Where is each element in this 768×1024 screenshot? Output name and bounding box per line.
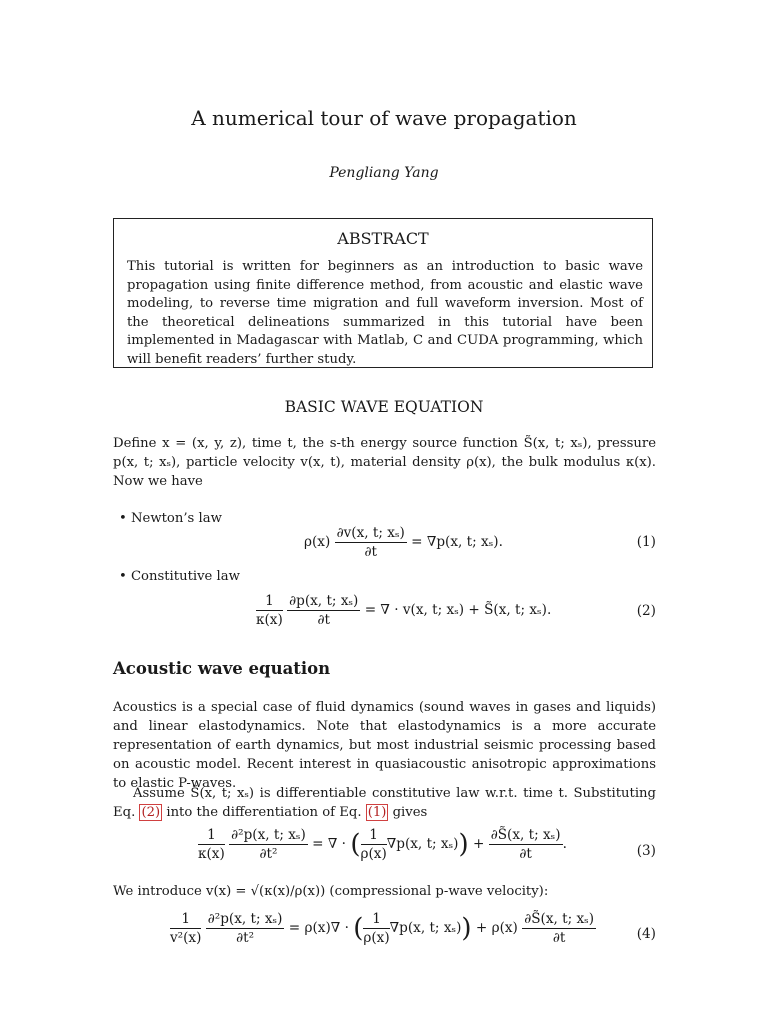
equation-1-number: (1) bbox=[636, 534, 656, 550]
eq3-inner-num: 1 bbox=[361, 826, 387, 845]
eq2-rhs: = ∇ · v(x, t; xₛ) + S̃(x, t; xₛ). bbox=[364, 602, 552, 618]
equation-2-number: (2) bbox=[636, 603, 656, 619]
equation-2 bbox=[256, 592, 551, 629]
bullet-constitutive-law: • Constitutive law bbox=[119, 569, 240, 584]
eq3-last-fraction bbox=[489, 826, 563, 863]
eq2-prefactor-num: 1 bbox=[256, 592, 283, 611]
eq3-inner-den: ρ(x) bbox=[360, 846, 387, 862]
eq1-fraction bbox=[335, 524, 407, 561]
subsection-para-3: We introduce v(x) = √(κ(x)/ρ(x)) (compressional p-wave velocity): bbox=[113, 884, 549, 899]
eq2-fraction bbox=[287, 592, 360, 629]
eq1-numerator: ∂v(x, t; xₛ) bbox=[336, 525, 405, 541]
eq4-last-den: ∂t bbox=[552, 930, 566, 946]
eq2-numerator: ∂p(x, t; xₛ) bbox=[289, 593, 359, 609]
eq3-right-paren: ) bbox=[458, 829, 469, 860]
eq3-numerator: ∂²p(x, t; xₛ) bbox=[231, 827, 306, 843]
paper-title: A numerical tour of wave propagation bbox=[191, 106, 577, 130]
eq1-denominator: ∂t bbox=[364, 544, 377, 560]
subsection-para-1: Acoustics is a special case of fluid dynamics (sound waves in gases and liquids) and linear elastodynamics. Note that elastodynamics is a more accurate representation of earth dynamics, but most industrial seismic processing based on acoustic model. Recent interest in quasiacoustic anisotropic approximations to elastic P-waves. bbox=[113, 700, 656, 791]
eq4-prefactor-den: v²(x) bbox=[170, 930, 202, 946]
ref-eq-2[interactable]: (2) bbox=[141, 805, 161, 820]
eq4-inner-den: ρ(x) bbox=[363, 930, 390, 946]
author-name: Pengliang Yang bbox=[329, 165, 439, 181]
eq3-prefactor-den: κ(x) bbox=[198, 846, 225, 862]
eq3-left-paren: ( bbox=[350, 829, 361, 860]
para2-end: gives bbox=[388, 805, 428, 820]
eq4-right-paren: ) bbox=[461, 913, 472, 944]
eq4-inner-rest: ∇p(x, t; xₛ) bbox=[389, 920, 462, 936]
section-intro: Define x = (x, y, z), time t, the s-th energy source function S̃(x, t; xₛ), pressure p(x, t; xₛ), particle velocity v(x, t), material density ρ(x), the bulk modulus κ(x). Now we have bbox=[113, 436, 656, 489]
eq3-last-den: ∂t bbox=[519, 846, 532, 862]
equation-4-number: (4) bbox=[636, 926, 656, 942]
eq3-inner-rest: ∇p(x, t; xₛ) bbox=[386, 836, 459, 852]
para2-start: Assume S̃(x, t; xₛ) is differentiable constitutive law w.r.t. time t. Substituting Eq. bbox=[113, 786, 656, 820]
eq1-rhs: = ∇p(x, t; xₛ). bbox=[411, 534, 503, 550]
eq3-last-num: ∂S̃(x, t; xₛ) bbox=[490, 827, 561, 843]
eq3-plus: + bbox=[472, 836, 485, 852]
eq2-denominator: ∂t bbox=[317, 612, 330, 628]
eq3-mid: = ∇ · bbox=[312, 836, 347, 852]
abstract-box bbox=[113, 218, 653, 368]
eq3-fraction bbox=[229, 826, 308, 863]
abstract-body: This tutorial is written for beginners as an introduction to basic wave propagation using finite difference method, from acoustic and elastic wave modeling, to reverse time migration and full waveform inversion. Most of the theoretical delineations summarized in this tutorial have been implemented in Madagascar with Matlab, C and CUDA programming, which will benefit readers’ further study. bbox=[127, 259, 643, 367]
eq4-prefactor bbox=[170, 910, 201, 947]
ref-eq-1[interactable]: (1) bbox=[367, 805, 387, 820]
equation-1 bbox=[304, 524, 503, 561]
bullet-newtons-law: • Newton’s law bbox=[119, 511, 222, 526]
eq4-plus: + ρ(x) bbox=[475, 920, 518, 936]
eq2-prefactor bbox=[256, 592, 283, 629]
equation-4 bbox=[170, 910, 596, 947]
eq3-denominator: ∂t² bbox=[259, 846, 278, 862]
eq3-prefactor bbox=[198, 826, 225, 863]
eq4-inner-fraction bbox=[363, 910, 389, 947]
para2-mid: into the differentiation of Eq. bbox=[162, 805, 366, 820]
eq4-fraction bbox=[206, 910, 285, 947]
eq4-numerator: ∂²p(x, t; xₛ) bbox=[207, 911, 283, 927]
eq4-last-fraction bbox=[522, 910, 596, 947]
section-heading: BASIC WAVE EQUATION bbox=[284, 398, 484, 416]
eq3-inner-fraction bbox=[361, 826, 387, 863]
subsection-para-2 bbox=[113, 784, 656, 822]
eq4-denominator: ∂t² bbox=[236, 930, 255, 946]
eq4-last-num: ∂S̃(x, t; xₛ) bbox=[524, 911, 595, 927]
abstract-heading: ABSTRACT bbox=[337, 229, 429, 248]
eq2-prefactor-den: κ(x) bbox=[256, 612, 283, 628]
subsection-heading: Acoustic wave equation bbox=[113, 659, 331, 678]
eq1-lhs-factor: ρ(x) bbox=[304, 534, 331, 550]
eq3-tail: . bbox=[562, 836, 567, 852]
eq4-inner-num: 1 bbox=[363, 910, 389, 929]
eq4-prefactor-num: 1 bbox=[170, 910, 201, 929]
eq4-mid: = ρ(x)∇ · bbox=[288, 920, 349, 936]
equation-3-number: (3) bbox=[636, 843, 656, 859]
eq3-prefactor-num: 1 bbox=[198, 826, 225, 845]
eq4-left-paren: ( bbox=[353, 913, 364, 944]
equation-3 bbox=[198, 826, 567, 863]
